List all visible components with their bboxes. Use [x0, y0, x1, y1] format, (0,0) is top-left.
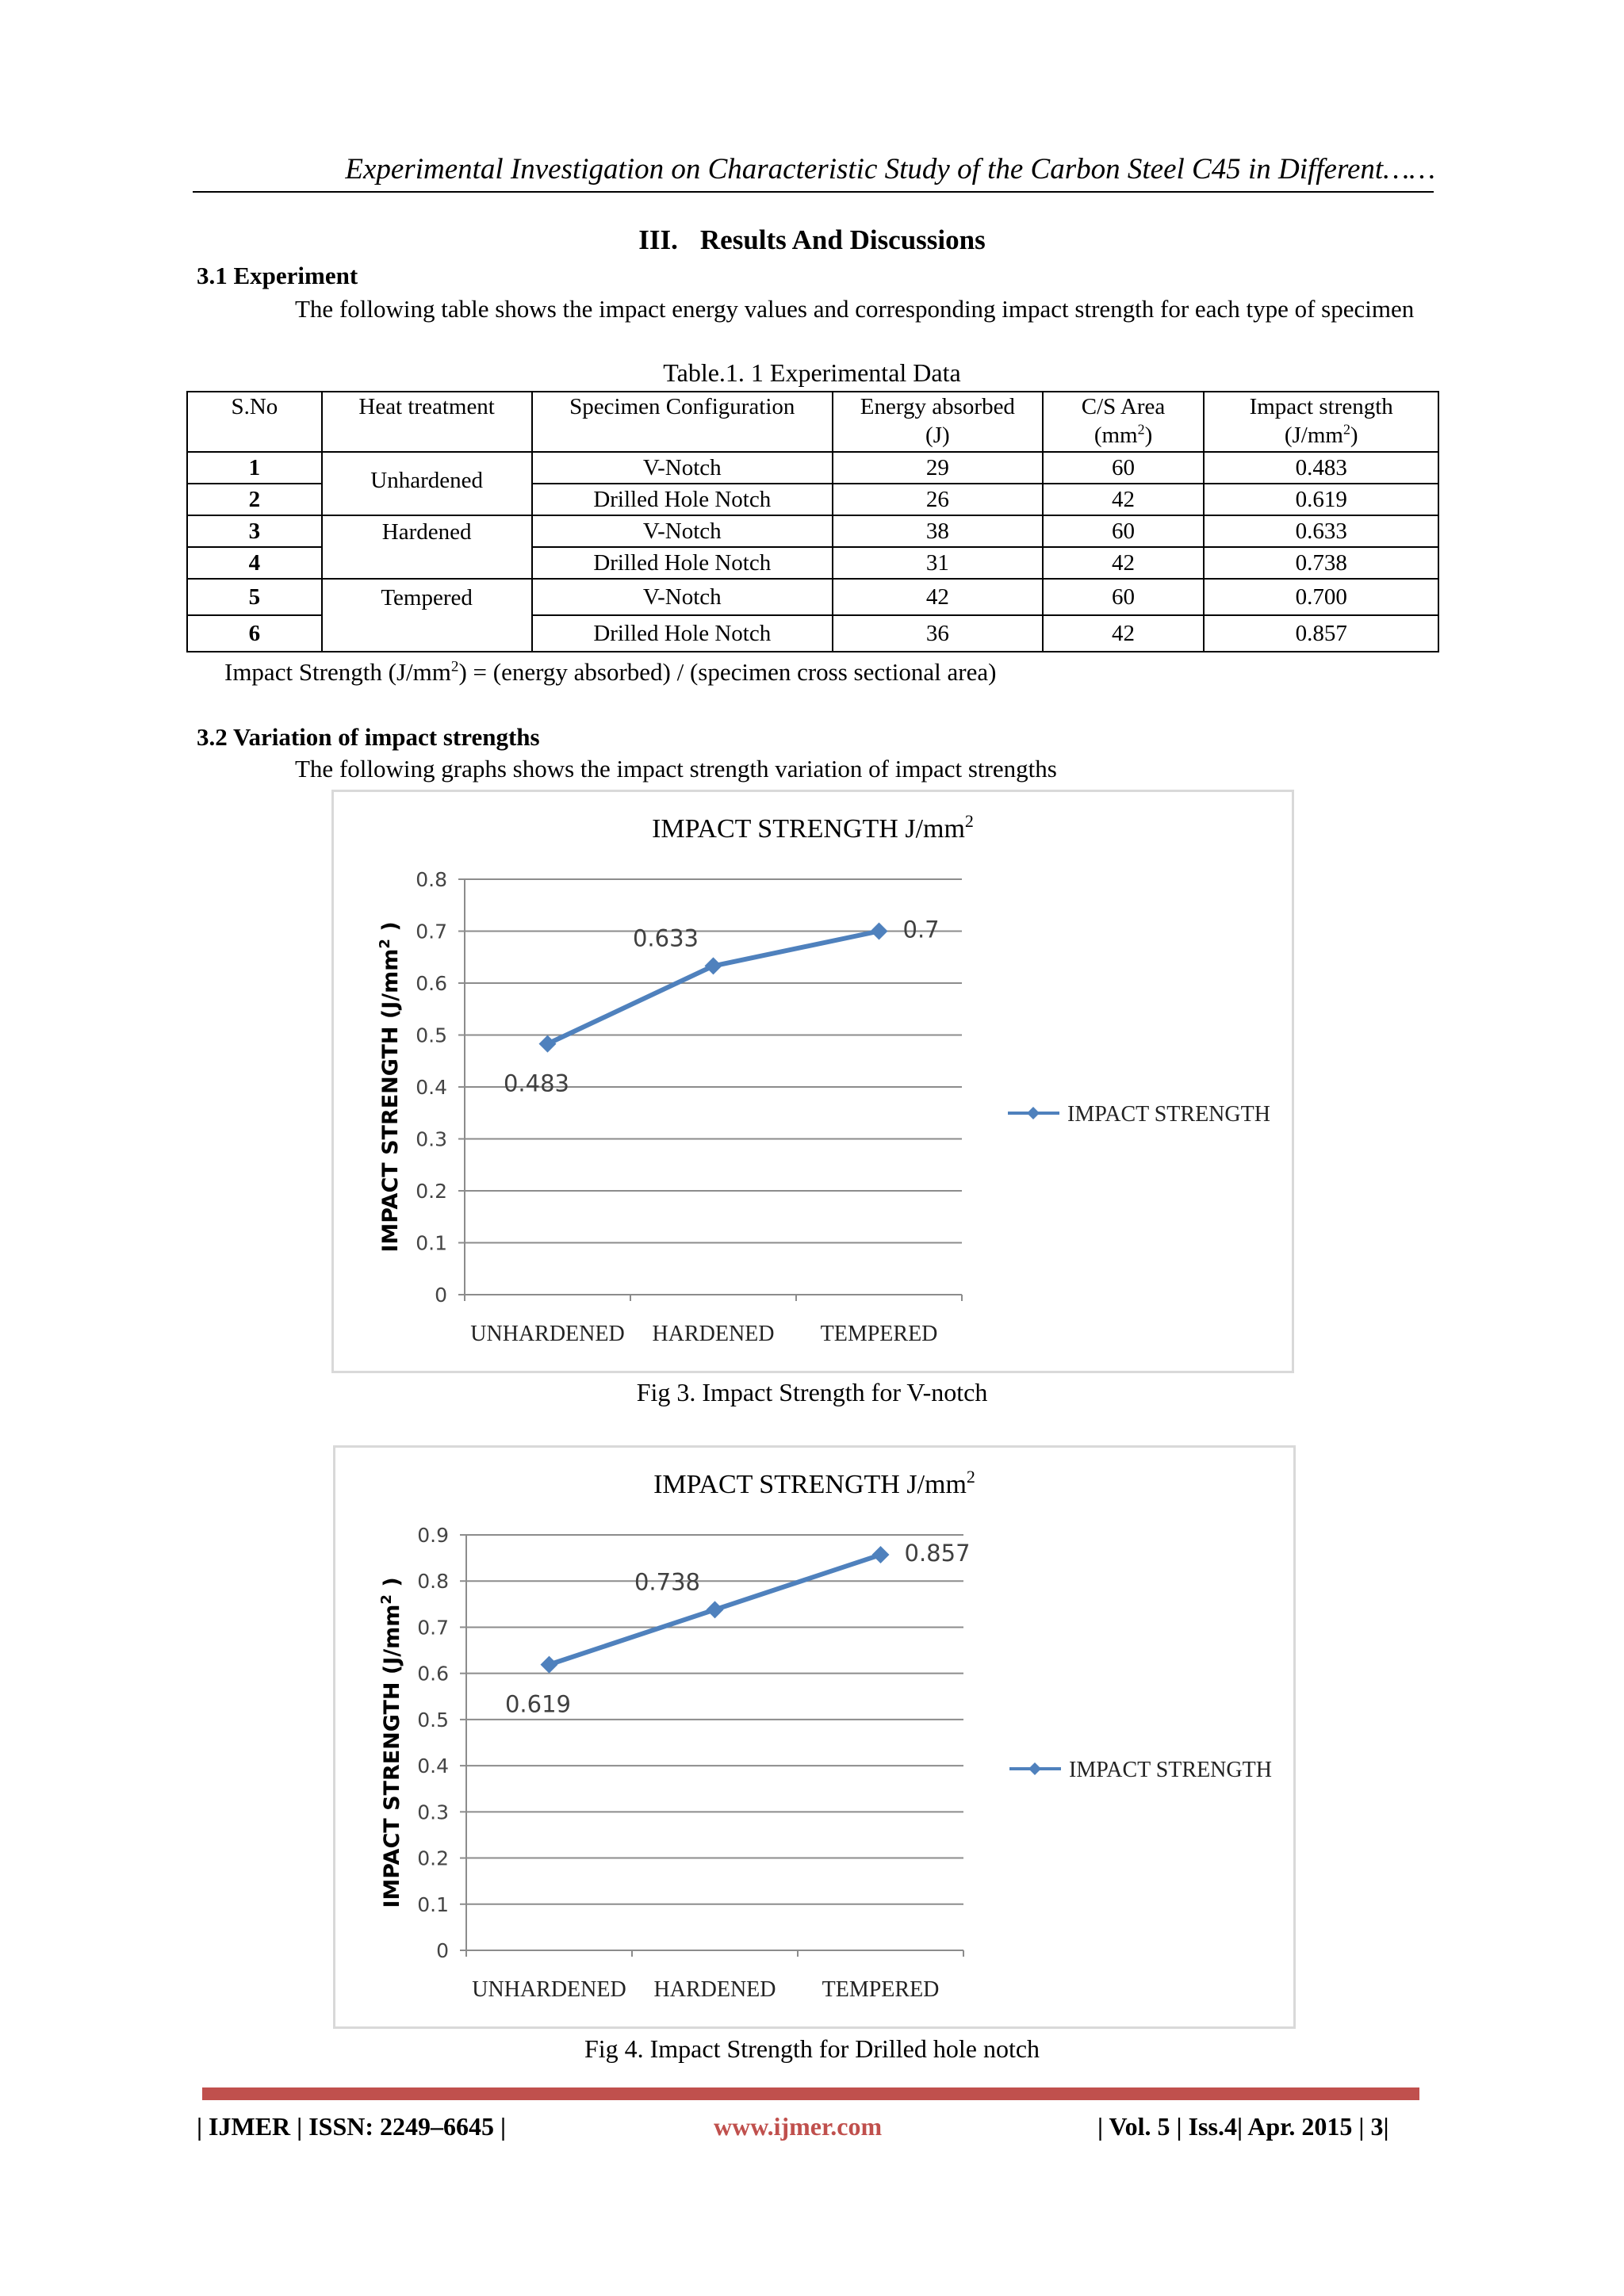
section-title: Results And Discussions — [699, 224, 986, 255]
y-tick-label: 0.3 — [416, 1127, 447, 1151]
cell-sno: 5 — [187, 579, 322, 615]
data-point — [705, 957, 722, 974]
experiment-paragraph: The following table shows the impact energy values and corresponding impact strength for each type of specimen — [295, 295, 1415, 323]
cell-config: Drilled Hole Notch — [532, 547, 833, 579]
x-tick-label: UNHARDENED — [472, 1977, 626, 2002]
table-row — [187, 615, 1438, 652]
table-header-row — [187, 392, 1438, 452]
y-tick-label: 0.4 — [417, 1755, 449, 1778]
header-rule — [193, 191, 1434, 193]
cell-area: 42 — [1043, 615, 1205, 652]
y-tick-label: 0.4 — [416, 1076, 447, 1099]
x-tick-label: HARDENED — [653, 1977, 776, 2002]
subsection-heading-experiment: 3.1 Experiment — [197, 262, 358, 289]
data-label: 0.857 — [904, 1540, 971, 1567]
cell-config: Drilled Hole Notch — [532, 484, 833, 515]
cell-strength: 0.633 — [1204, 515, 1438, 547]
data-label: 0.633 — [632, 924, 699, 952]
cell-config: V-Notch — [532, 452, 833, 484]
y-tick-label: 0.6 — [417, 1662, 449, 1686]
cell-heat-treatment-tempered: Tempered — [322, 579, 532, 615]
data-label: 0.619 — [504, 1690, 572, 1718]
cell-sno: 4 — [187, 547, 322, 579]
x-tick-label: TEMPERED — [822, 1977, 940, 2002]
cell-heat-treatment — [322, 615, 532, 652]
x-tick-label: UNHARDENED — [470, 1322, 625, 1346]
cell-energy: 26 — [833, 484, 1043, 515]
y-tick-label: 0.2 — [417, 1846, 449, 1870]
legend-marker — [1028, 1762, 1041, 1775]
cell-config: V-Notch — [532, 515, 833, 547]
cell-area: 60 — [1043, 452, 1205, 484]
data-label: 0.483 — [503, 1070, 570, 1097]
data-point — [871, 923, 888, 940]
header-energy-absorbed: Energy absorbed (J) — [833, 392, 1043, 452]
table-row — [187, 484, 1438, 515]
subsection-heading-variation: 3.2 Variation of impact strengths — [197, 723, 540, 751]
chart-drilled-hole-svg — [335, 1448, 1293, 2026]
data-label: 0.7 — [902, 916, 940, 943]
cell-sno: 2 — [187, 484, 322, 515]
y-axis-label: IMPACT STRENGTH ($J/mm^2$ ) — [378, 1577, 404, 1908]
table-caption: Table.1. 1 Experimental Data — [663, 358, 961, 387]
cell-strength: 0.619 — [1204, 484, 1438, 515]
header-heat-treatment: Heat treatment — [322, 392, 532, 452]
legend-marker — [1027, 1107, 1040, 1119]
table-row — [187, 579, 1438, 615]
cell-area: 60 — [1043, 579, 1205, 615]
section-number: III. — [638, 224, 678, 255]
cell-sno: 1 — [187, 452, 322, 484]
data-label: 0.738 — [634, 1568, 701, 1596]
impact-strength-formula: Impact Strength $(J/mm^2)$ = (energy absorbed) / (specimen cross sectional area) — [224, 658, 997, 686]
cell-area: 60 — [1043, 515, 1205, 547]
y-tick-label: 0.2 — [416, 1180, 447, 1203]
table-row — [187, 515, 1438, 547]
footer-rule — [202, 2087, 1419, 2100]
chart-v-notch-svg — [334, 792, 1292, 1371]
y-tick-label: 0 — [436, 1939, 449, 1962]
cell-config: Drilled Hole Notch — [532, 615, 833, 652]
y-axis-label: IMPACT STRENGTH ($J/mm^2$ ) — [377, 921, 403, 1253]
running-header: Experimental Investigation on Characteristic Study of the Carbon Steel C45 in Different…… — [345, 153, 1435, 186]
series-line — [548, 932, 879, 1044]
header-impact-strength: Impact strength $(J/mm^2)$ — [1204, 392, 1438, 452]
y-tick-label: 0.1 — [417, 1892, 449, 1916]
chart-v-notch — [331, 790, 1294, 1373]
cell-area: 42 — [1043, 547, 1205, 579]
cell-energy: 38 — [833, 515, 1043, 547]
data-point — [541, 1656, 558, 1674]
cell-strength: 0.738 — [1204, 547, 1438, 579]
x-tick-label: TEMPERED — [820, 1322, 938, 1346]
data-point — [707, 1601, 724, 1618]
header-sno: S.No — [187, 392, 322, 452]
y-tick-label: 0.9 — [417, 1524, 449, 1547]
cell-strength: 0.483 — [1204, 452, 1438, 484]
footer-website-link[interactable]: www.ijmer.com — [714, 2112, 883, 2141]
cell-energy: 31 — [833, 547, 1043, 579]
cell-sno: 6 — [187, 615, 322, 652]
cell-energy: 42 — [833, 579, 1043, 615]
header-cs-area: C/S Area $(mm^2)$ — [1043, 392, 1205, 452]
header-specimen-configuration: Specimen Configuration — [532, 392, 833, 452]
variation-paragraph: The following graphs shows the impact strength variation of impact strengths — [295, 755, 1057, 783]
cell-heat-treatment-hardened: Hardened — [322, 515, 532, 547]
chart-title: IMPACT STRENGTH $J/mm^2$ — [652, 811, 974, 844]
y-tick-label: 0.8 — [417, 1570, 449, 1594]
legend-label: IMPACT STRENGTH — [1069, 1758, 1272, 1782]
experimental-data-table — [186, 391, 1439, 652]
y-tick-label: 0.3 — [417, 1800, 449, 1824]
cell-heat-treatment-unhardened: Unhardened — [322, 484, 532, 515]
x-tick-label: HARDENED — [652, 1322, 775, 1346]
y-tick-label: 0.7 — [416, 920, 447, 943]
legend-label: IMPACT STRENGTH — [1067, 1102, 1270, 1127]
y-tick-label: 0.6 — [416, 972, 447, 995]
y-tick-label: 0.5 — [416, 1024, 447, 1047]
table-row — [187, 547, 1438, 579]
y-tick-label: 0.1 — [416, 1231, 447, 1255]
chart-title: IMPACT STRENGTH $J/mm^2$ — [653, 1467, 975, 1499]
cell-strength: 0.857 — [1204, 615, 1438, 652]
cell-sno: 3 — [187, 515, 322, 547]
data-point — [872, 1546, 890, 1563]
cell-strength: 0.700 — [1204, 579, 1438, 615]
chart-drilled-hole — [333, 1445, 1296, 2029]
cell-config: V-Notch — [532, 579, 833, 615]
cell-energy: 36 — [833, 615, 1043, 652]
y-tick-label: 0.7 — [417, 1616, 449, 1640]
section-heading — [0, 224, 1624, 256]
data-point — [539, 1035, 557, 1053]
y-tick-label: 0.8 — [416, 868, 447, 891]
cell-area: 42 — [1043, 484, 1205, 515]
figure-4-caption: Fig 4. Impact Strength for Drilled hole notch — [584, 2034, 1040, 2063]
cell-heat-treatment — [322, 547, 532, 579]
y-tick-label: 0.5 — [417, 1708, 449, 1732]
y-tick-label: 0 — [435, 1284, 447, 1307]
figure-3-caption: Fig 3. Impact Strength for V-notch — [636, 1378, 988, 1406]
footer-volume-issue: | Vol. 5 | Iss.4| Apr. 2015 | 3| — [1097, 2112, 1389, 2141]
footer-journal-issn: | IJMER | ISSN: 2249–6645 | — [197, 2112, 507, 2141]
cell-energy: 29 — [833, 452, 1043, 484]
